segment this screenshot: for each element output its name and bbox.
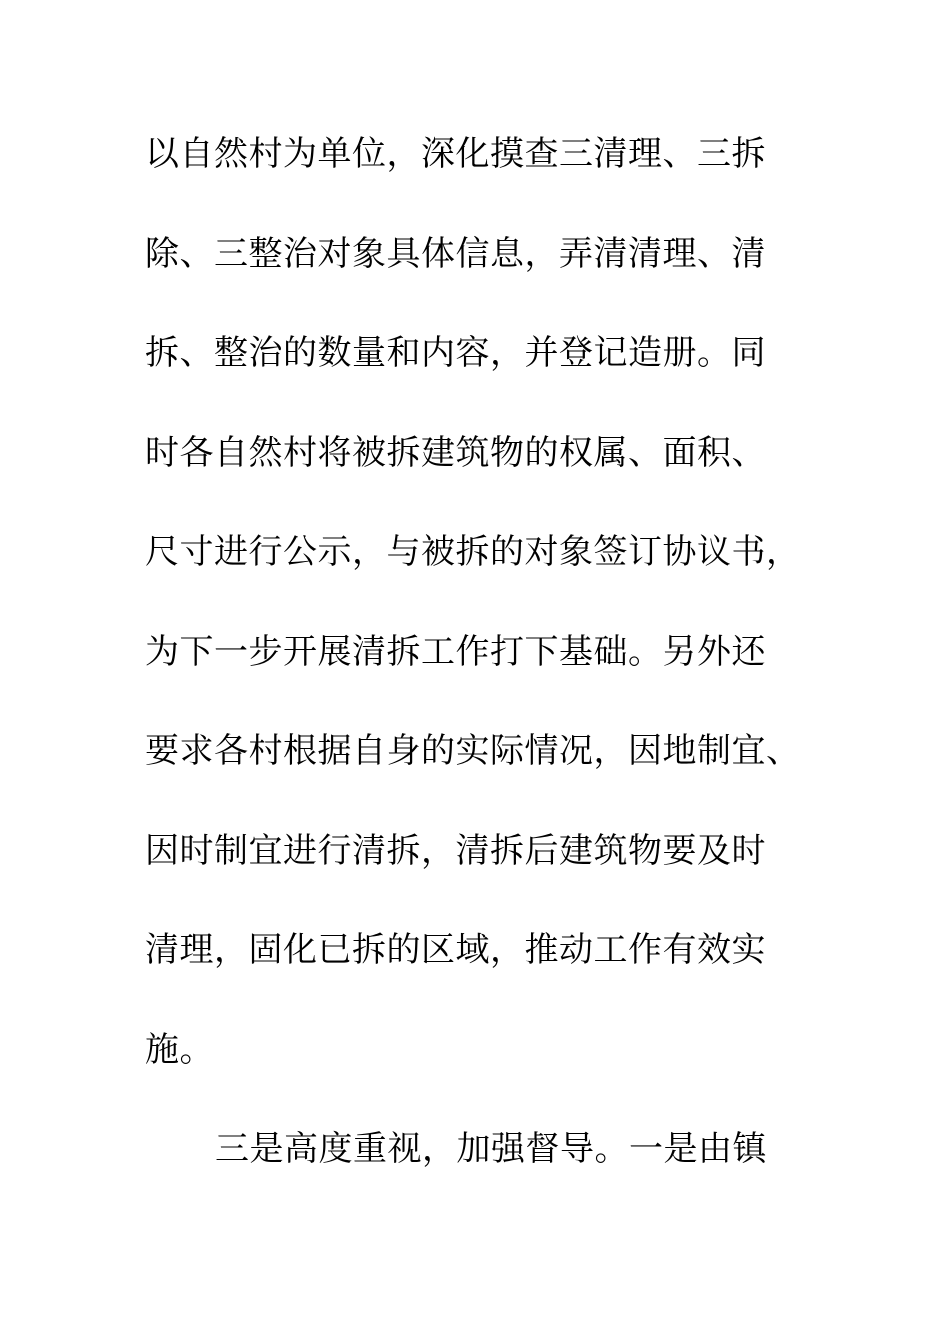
text-line: 除、三整治对象具体信息，弄清清理、清 (145, 233, 766, 274)
text-line: 要求各村根据自身的实际情况，因地制宜、 (145, 731, 801, 771)
text-line: 尺寸进行公示，与被拆的对象签订协议书， (145, 532, 801, 572)
text-line: 以自然村为单位，深化摸查三清理、三拆 (145, 134, 766, 174)
text-line: 时各自然村将被拆建筑物的权属、面积、 (145, 432, 766, 473)
text-line: 因时制宜进行清拆，清拆后建筑物要及时 (145, 830, 766, 871)
text-line: 清理，固化已拆的区域，推动工作有效实 (145, 930, 766, 970)
paragraph-start-line: 三是高度重视，加强督导。一是由镇 (215, 1129, 767, 1169)
text-line: 拆、整治的数量和内容，并登记造册。同 (145, 333, 766, 373)
body-text (145, 128, 845, 1223)
text-line: 施。 (145, 1029, 214, 1070)
text-line: 为下一步开展清拆工作打下基础。另外还 (145, 631, 766, 672)
